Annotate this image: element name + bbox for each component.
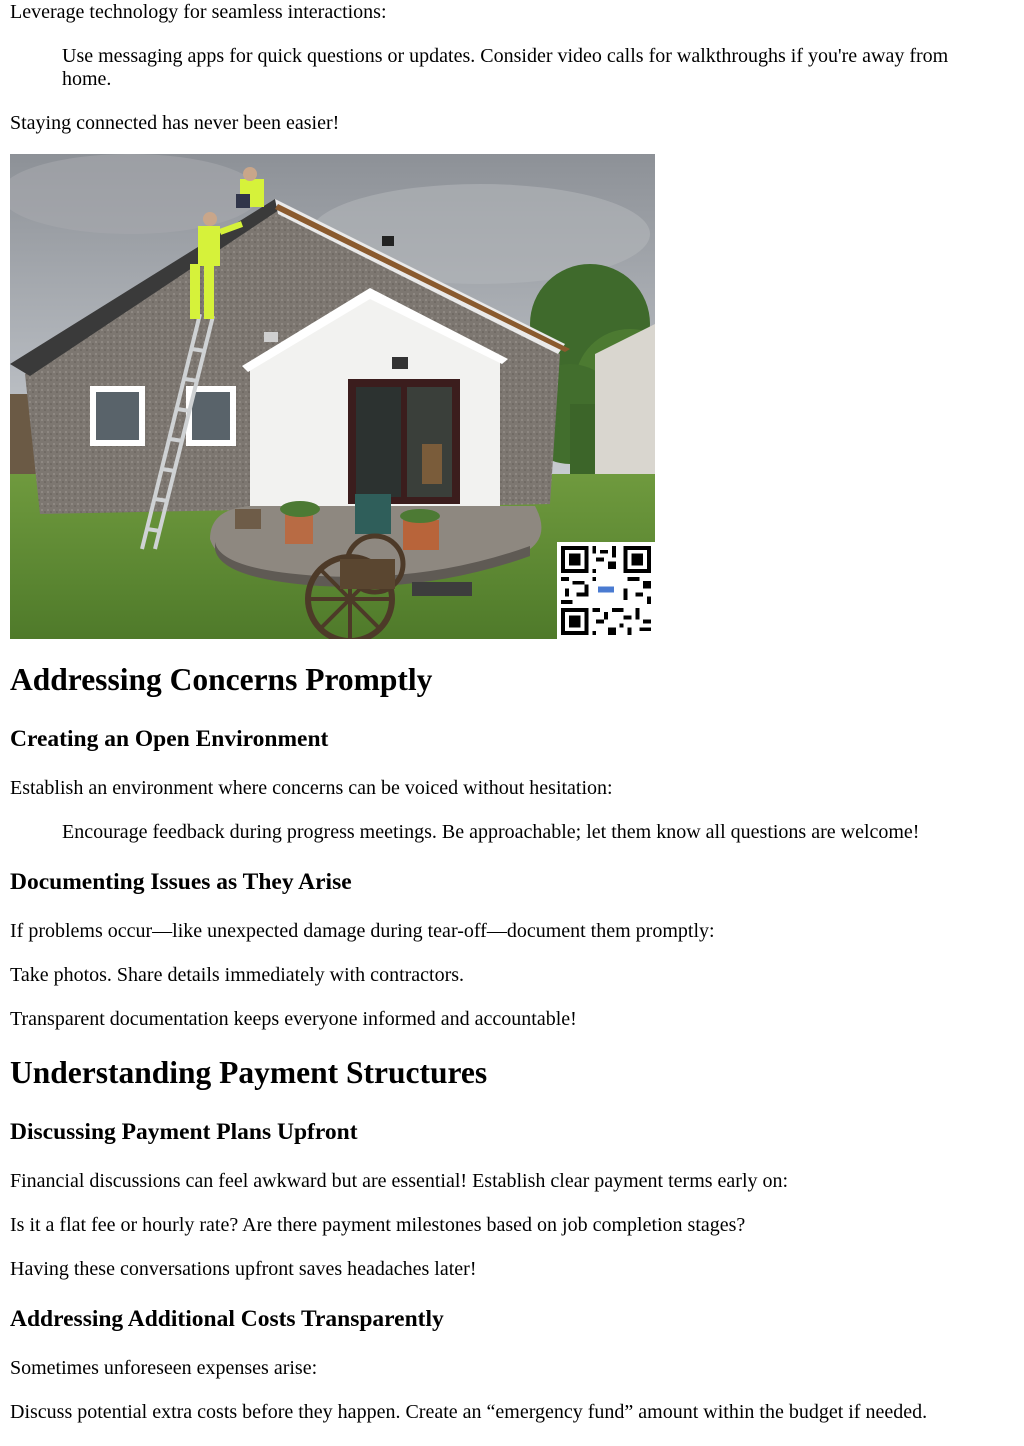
payment-plans-closing: Having these conversations upfront saves headaches later! xyxy=(10,1258,477,1280)
heading-documenting-issues: Documenting Issues as They Arise xyxy=(10,869,352,895)
documenting-closing: Transparent documentation keeps everyone informed and accountable! xyxy=(10,1008,577,1030)
open-environment-tip: Encourage feedback during progress meetings. Be approachable; let them know all questions are welcome! xyxy=(62,821,920,843)
heading-payment-structures: Understanding Payment Structures xyxy=(10,1055,488,1090)
intro-closing: Staying connected has never been easier! xyxy=(10,112,340,134)
qr-code xyxy=(557,542,655,639)
documenting-steps: Take photos. Share details immediately with contractors. xyxy=(10,964,465,986)
open-environment-lead: Establish an environment where concerns can be voiced without hesitation: xyxy=(10,777,613,799)
intro-lead: Leverage technology for seamless interactions: xyxy=(10,1,387,23)
additional-costs-tip: Discuss potential extra costs before they happen. Create an “emergency fund” amount within the budget if needed. xyxy=(10,1401,928,1423)
heading-additional-costs: Addressing Additional Costs Transparently xyxy=(10,1306,444,1332)
payment-plans-lead: Financial discussions can feel awkward but are essential! Establish clear payment terms early on: xyxy=(10,1170,789,1192)
heading-addressing-concerns: Addressing Concerns Promptly xyxy=(10,662,433,697)
documenting-lead: If problems occur—like unexpected damage during tear-off—document them promptly: xyxy=(10,920,715,942)
heading-open-environment: Creating an Open Environment xyxy=(10,726,329,752)
payment-plans-questions: Is it a flat fee or hourly rate? Are there payment milestones based on job completion stages? xyxy=(10,1214,746,1236)
heading-payment-plans: Discussing Payment Plans Upfront xyxy=(10,1119,358,1145)
intro-tip: Use messaging apps for quick questions or updates. Consider video calls for walkthroughs if you're away from home. xyxy=(62,45,949,90)
additional-costs-lead: Sometimes unforeseen expenses arise: xyxy=(10,1357,318,1379)
